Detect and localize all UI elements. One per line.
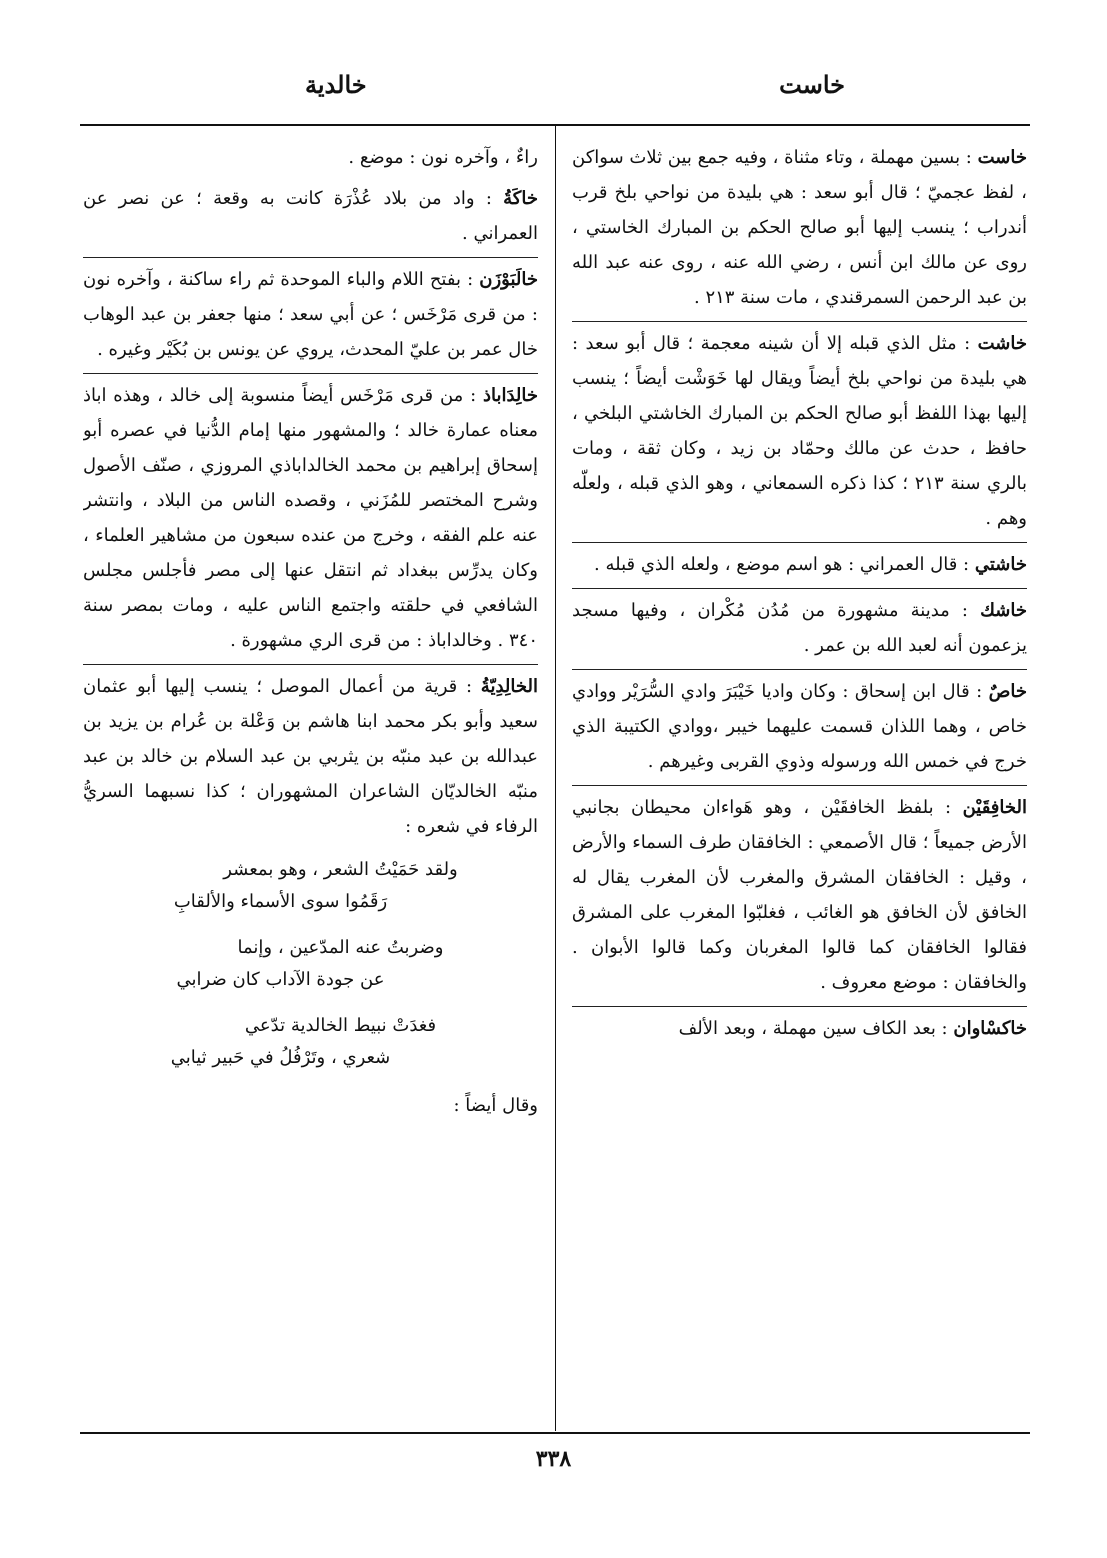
right-column: [572, 140, 1027, 1425]
running-head-right: خاست: [779, 70, 845, 99]
headword: خاكسْاوان: [953, 1018, 1027, 1039]
verse-first-hemistich: وضربتُ عنه المدّعين ، وإنما: [237, 937, 444, 958]
poem-verse: [83, 1010, 538, 1074]
poem-verse: [83, 932, 538, 996]
entry-khakah: [83, 181, 538, 251]
left-column: [83, 140, 538, 1425]
poem-verse: [83, 854, 538, 918]
entry-text: : قال ابن إسحاق : وكان واديا خَيْبَرَ وادي السُّرَيْر ووادي خاص ، وهما اللذان قسمت عليهما خيبر ،ووادي الكتيبة الذي خرج في خمس الله ورسوله وذوي القربى وغيرهم .: [572, 681, 1027, 772]
verse-second-hemistich: عن جودة الآداب كان ضرابي: [176, 969, 385, 990]
entry-text: : قرية من أعمال الموصل ؛ ينسب إليها أبو عثمان سعيد وأبو بكر محمد ابنا هاشم بن وَعْلة بن عُرام بن يزيد بن عبدالله بن عبد منبّه بن يثربي بن عبد السلام بن خالد بن عبد منبّه الخالديّان الشاعران المشهوران ؛ كذا نسبهما السريُّ الرفاء في شعره :: [83, 676, 538, 837]
page-number: ٣٣٨: [535, 1446, 572, 1472]
entry-text: : بفتح اللام والباء الموحدة ثم راء ساكنة ، وآخره نون : من قرى مَرْخَس ؛ عن أبي سعد ؛ منها جعفر بن عبد الوهاب خال عمر بن عليّ المحدث، يروي عن يونس بن بُكَيْر وغيره .: [83, 269, 538, 360]
entry-khas: [572, 669, 1027, 779]
entry-alkhafiqayn: [572, 785, 1027, 1000]
verse-first-hemistich: فغدَتْ نبيط الخالدية تدّعي: [244, 1015, 437, 1036]
verse-second-hemistich: رَقَمُوا سوى الأسماء والألقابِ: [173, 891, 388, 912]
entry-text: : بعد الكاف سين مهملة ، وبعد الألف: [678, 1018, 948, 1039]
entry-khashti: [572, 542, 1027, 582]
continuation-text: راءٌ ، وآخره نون : موضع .: [348, 147, 538, 168]
entry-khashk: [572, 588, 1027, 663]
headword: خاكَةُ: [503, 188, 538, 209]
entry-text: : من قرى مَرْخَس أيضاً منسوبة إلى خالد ، وهذه اباذ معناه عمارة خالد ؛ والمشهور منها إمام الدُّنيا في عصره أبو إسحاق إبراهيم بن محمد الخالداباذي المروزي ، صنّف الأصول وشرح المختصر للمُزَني ، وقصده الناس من البلاد ، وانتشر عنه علم الفقه ، وخرج من عنده سبعون من مشاهير العلماء ، وكان يدرِّس ببغداد ثم انتقل عنها إلى مصر فأجلس مجلس الشافعي في حلقته واجتمع الناس عليه ، ومات بمصر سنة ٣٤٠ . وخالداباذ : من قرى الري مشهورة .: [83, 385, 538, 651]
headword: خالِدَاباذ: [482, 385, 538, 406]
entry-intro: [83, 669, 538, 844]
entry-text: : بلفظ الخافقَيْن ، وهو هَواءان محيطان بجانبي الأرض جميعاً ؛ قال الأصمعي : الخافقان طرف السماء والأرض ، وقيل : الخافقان المشرق والمغرب لأن المغرب يقال له الخافق لأن الخافق هو الغائب ، فغلبّوا المغرب على المشرق فقالوا الخافقان كما قالوا المغربان وكما قالوا الأبوان . والخافقان : موضع معروف .: [572, 797, 1027, 993]
headword: الخافِقَيْن: [962, 797, 1027, 818]
headword: خاشت: [977, 333, 1027, 354]
footer-rule: [80, 1432, 1030, 1434]
page-header: [85, 70, 1025, 120]
running-head-left: خالدية: [305, 70, 367, 99]
trailing-text: وقال أيضاً :: [453, 1095, 538, 1116]
entry-khalabawzan: [83, 257, 538, 367]
verse-first-hemistich: ولقد حَمَيْتُ الشعر ، وهو بمعشر: [223, 859, 458, 880]
headword: الخالِدِيّةُ: [480, 676, 538, 697]
column-divider: [555, 126, 556, 1431]
verse-second-hemistich: شعري ، وتَرْفُلُ في حَبير ثيابي: [170, 1047, 391, 1068]
headword: خاشك: [980, 600, 1027, 621]
entry-khalidabadh: [83, 373, 538, 658]
entry-text: : مثل الذي قبله إلا أن شينه معجمة ؛ قال أبو سعد : هي بليدة من نواحي بلخ أيضاً ويقال لها خَوَشْت أيضاً ؛ ينسب إليها بهذا اللفظ أبو صالح الحكم بن المبارك الخاشتي البلخي ، حافظ ، حدث عن مالك وحمّاد بن زيد ، وكان ثقة ، ومات بالري سنة ٢١٣ ؛ كذا ذكره السمعاني ، وهو الذي قبله ، ولعلّه وهم .: [572, 333, 1027, 529]
entry-text: : مدينة مشهورة من مُدُن مُكْران ، وفيها مسجد يزعمون أنه لعبد الله بن عمر .: [572, 600, 1027, 656]
entry-khasht: [572, 321, 1027, 536]
headword: خاصٌ: [988, 681, 1027, 702]
entry-text: : بسين مهملة ، وتاء مثناة ، وفيه جمع بين ثلاث سواكن ، لفظ عجميّ ؛ قال أبو سعد : هي بليدة من نواحي بلخ قرب أندراب ؛ ينسب إليها أبو صالح الحكم بن المبارك الخاستي ، روى عن مالك ابن أنس ، رضي الله عنه ، روى عنه عبد الله بن عبد الرحمن السمرقندي ، مات سنة ٢١٣ .: [572, 147, 1027, 308]
entry-alkhalidiyyah: [83, 664, 538, 1123]
headword: خالَبَوْزَن: [479, 269, 538, 290]
entry-text: : قال العمراني : هو اسم موضع ، ولعله الذي قبله .: [594, 554, 970, 575]
headword: خاشتي: [974, 554, 1027, 575]
entry-khast: [572, 140, 1027, 315]
headword: خاست: [977, 147, 1027, 168]
entry-text: : واد من بلاد عُذْرَة كانت به وقعة ؛ عن نصر عن العمراني .: [83, 188, 538, 244]
entry-khaksawan: [572, 1006, 1027, 1046]
